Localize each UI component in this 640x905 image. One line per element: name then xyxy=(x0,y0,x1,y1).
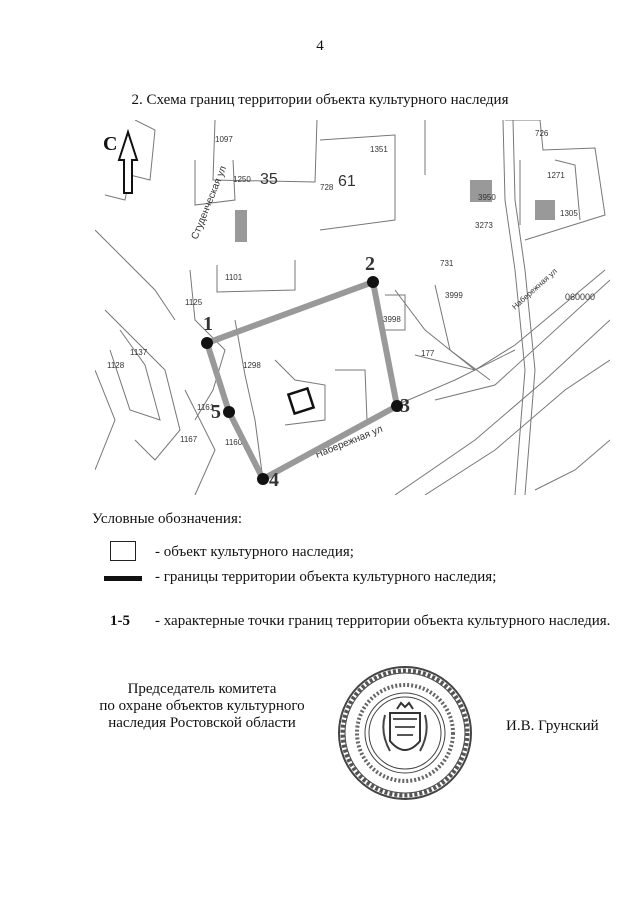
boundary-point-marker xyxy=(367,276,379,288)
parcel-number: 728 xyxy=(320,183,334,192)
north-label: С xyxy=(103,133,118,155)
parcel-number: 3999 xyxy=(445,291,463,300)
street-label: Набережная ул xyxy=(314,423,385,461)
legend-boundary-line-symbol xyxy=(104,576,142,581)
legend-item-boundary: - границы территории объекта культурного наследия; xyxy=(155,569,497,585)
parcel-number: 3998 xyxy=(383,315,401,324)
legend-point-range: 1-5 xyxy=(110,613,130,629)
parcel-number: 1137 xyxy=(130,348,148,357)
boundary-scheme-map xyxy=(95,120,610,495)
signatory-title xyxy=(92,681,312,732)
building-shape xyxy=(235,210,247,242)
boundary-point-label: 1 xyxy=(203,313,213,335)
signer-name: И.В. Грунский xyxy=(506,718,599,734)
parcel-number: 060000 xyxy=(565,292,596,302)
territory-boundary xyxy=(207,282,397,479)
parcel-number: 731 xyxy=(440,259,454,268)
boundary-point-marker xyxy=(257,473,269,485)
boundary-point-label: 2 xyxy=(365,253,375,275)
official-seal xyxy=(335,663,475,803)
legend-heritage-object-symbol xyxy=(110,541,136,561)
section-title: 2. Схема границ территории объекта культурного наследия xyxy=(131,92,509,108)
legend-heading: Условные обозначения: xyxy=(92,511,243,527)
parcel-number: 1305 xyxy=(560,209,578,218)
street-label: Набережная ул xyxy=(510,266,559,312)
parcel-number: 726 xyxy=(535,129,549,138)
boundary-point-label: 4 xyxy=(269,469,279,491)
parcel-number: 1128 xyxy=(107,361,125,370)
parcel-number: 3273 xyxy=(475,221,493,230)
parcel-number: 3950 xyxy=(478,193,496,202)
boundary-point-marker xyxy=(223,406,235,418)
boundary-point-label: 5 xyxy=(211,401,221,423)
legend-item-points: - характерные точки границ территории объекта культурного наследия. xyxy=(155,613,611,629)
parcel-number: 1271 xyxy=(547,171,565,180)
parcel-number: 1097 xyxy=(215,135,233,144)
boundary-point-marker xyxy=(201,337,213,349)
heritage-object-outline xyxy=(288,388,313,413)
signatory-title-line: по охране объектов культурного xyxy=(99,698,305,714)
parcel-number: 1250 xyxy=(233,175,251,184)
parcel-number: 1351 xyxy=(370,145,388,154)
signatory-title-line: Председатель комитета xyxy=(127,681,277,697)
parcel-number: 1125 xyxy=(185,298,203,307)
north-arrow xyxy=(103,132,137,193)
parcel-number: 1167 xyxy=(180,435,198,444)
boundary-point-label: 3 xyxy=(400,395,410,417)
parcel-number: 1161 xyxy=(197,403,215,412)
parcel-number: 61 xyxy=(338,173,356,190)
parcel-number: 1101 xyxy=(225,273,243,282)
street-label: Студенческая ул xyxy=(189,164,230,242)
parcel-number: 177 xyxy=(421,349,435,358)
parcel-number: 35 xyxy=(260,171,278,188)
building-shape xyxy=(535,200,555,220)
page-number: 4 xyxy=(316,38,324,54)
legend-item-heritage-object: - объект культурного наследия; xyxy=(155,544,354,560)
signatory-title-line: наследия Ростовской области xyxy=(108,715,296,731)
parcel-number: 1298 xyxy=(243,361,261,370)
parcel-number: 1160 xyxy=(225,438,243,447)
